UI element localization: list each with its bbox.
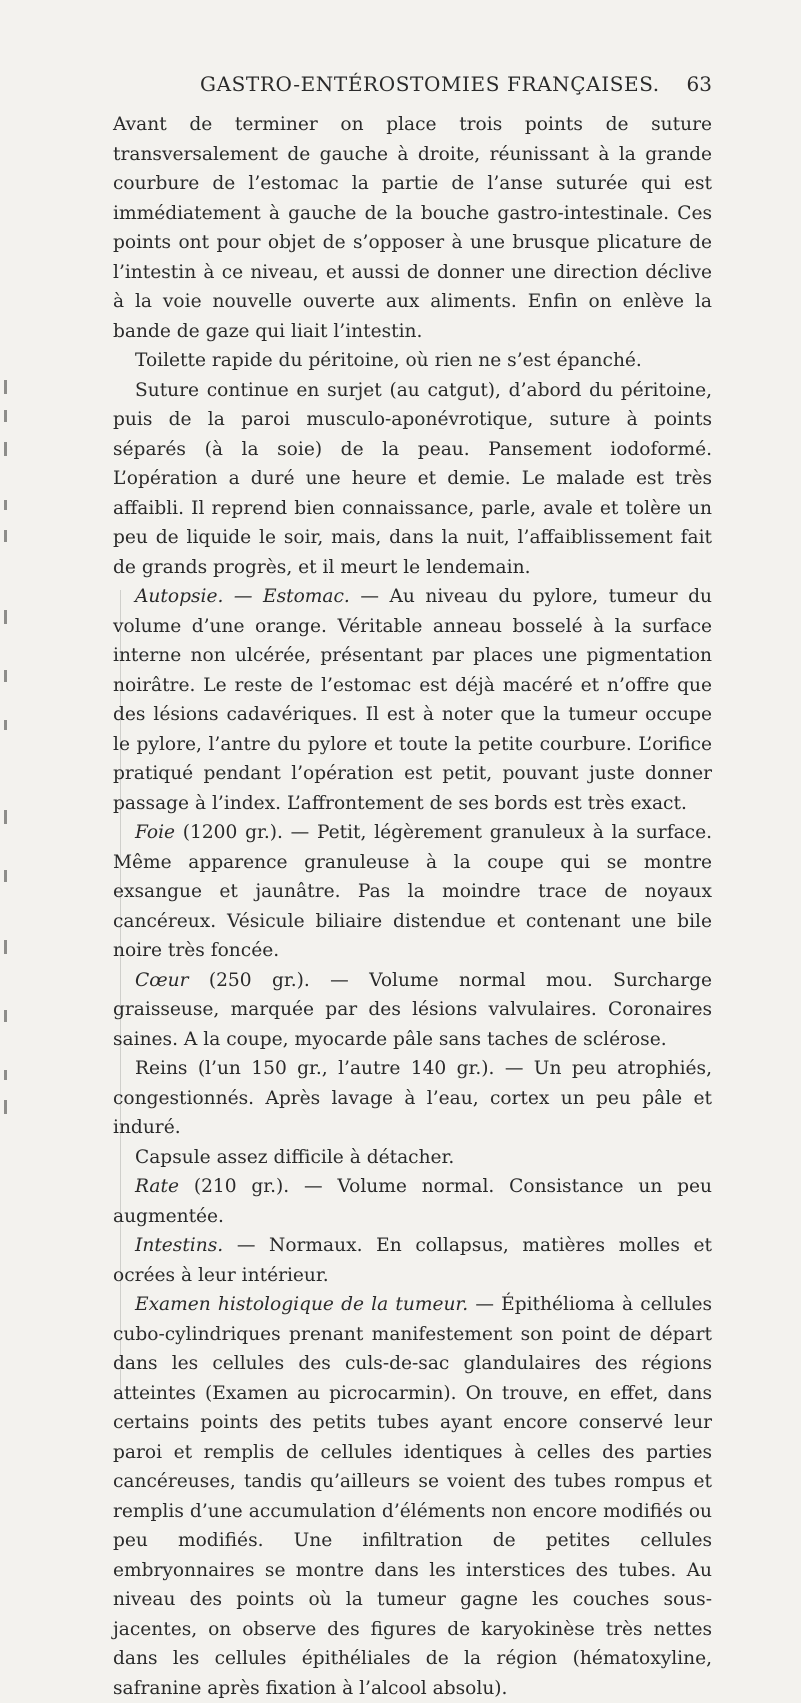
liver-label: Foie	[135, 822, 176, 843]
liver-text: (1200 gr.). — Petit, légèrement granuleux à la surface. Même apparence granuleuse à la coupe qui se montre exsangue et jaunâtre. Pas la moindre trace de noyaux cancéreux. Vésicule biliaire distendue et contenant une bile noire très foncée.	[113, 822, 712, 961]
edge-mark	[4, 500, 7, 510]
edge-mark	[4, 530, 7, 542]
edge-mark	[4, 610, 7, 624]
autopsy-stomach-text: — Au niveau du pylore, tumeur du volume d’une orange. Véritable anneau bosselé à la surface interne non ulcérée, présentant par places une pigmentation noirâtre. Le reste de l’estomac est déjà macéré et n’offre que des lésions cadavériques. Il est à noter que la tumeur occupe le pylore, l’antre du pylore et toute la petite courbure. L’orifice pratiqué pendant l’opération est petit, pouvant juste donner passage à l’index. L’affrontement de ses bords est très exact.	[113, 586, 712, 814]
body-text	[113, 110, 712, 1703]
page-number: 63	[686, 72, 712, 96]
edge-mark	[4, 810, 7, 824]
edge-mark	[4, 1070, 7, 1080]
edge-mark	[4, 720, 7, 730]
paragraph-peritoneum-cleaning: Toilette rapide du péritoine, où rien ne s’est épanché.	[135, 350, 642, 371]
spleen-label: Rate	[135, 1176, 179, 1197]
paragraph-autopsy-stomach	[113, 582, 712, 818]
histology-label: Examen histologique de la tumeur.	[135, 1294, 469, 1315]
heart-text: (250 gr.). — Volume normal mou. Surcharge graisseuse, marquée par des lésions valvulaires. Coronaires saines. A la coupe, myocarde pâle sans taches de sclérose.	[113, 969, 712, 1050]
edge-mark	[4, 870, 7, 882]
intestines-label: Intestins.	[135, 1235, 224, 1256]
heart-label: Cœur	[135, 969, 189, 991]
paragraph-spleen	[113, 1172, 712, 1231]
edge-mark	[4, 1100, 7, 1114]
edge-mark	[4, 670, 7, 682]
running-title: GASTRO-ENTÉROSTOMIES FRANÇAISES.	[200, 72, 660, 96]
running-header	[200, 72, 712, 102]
edge-mark	[4, 442, 7, 456]
paragraph-intestines	[113, 1231, 712, 1290]
paragraph-heart	[113, 966, 712, 1055]
paragraph-closure-outcome: Suture continue en surjet (au catgut), d’abord du péritoine, puis de la paroi musculo-aponévrotique, suture à points séparés (à la soie) de la peau. Pansement iodoformé. L’opération a duré une heure et demie. Le malade est très affaibli. Il reprend bien connaissance, parle, avale et tolère un peu de liquide le soir, mais, dans la nuit, l’affaiblissement fait de grands progrès, et il meurt le lendemain.	[113, 379, 712, 578]
paragraph-suture-placement: Avant de terminer on place trois points de suture transversalement de gauche à droite, réunissant à la grande courbure de l’estomac la partie de l’anse suturée qui est immédiatement à gauche de la bouche gastro-intestinale. Ces points ont pour objet de s’opposer à une brusque plicature de l’intestin à ce niveau, et aussi de donner une direction déclive à la voie nouvelle ouverte aux aliments. Enfin on enlève la bande de gaze qui liait l’intestin.	[113, 114, 712, 342]
spleen-text: (210 gr.). — Volume normal. Consistance un peu augmentée.	[113, 1176, 712, 1227]
paragraph-histology	[113, 1290, 712, 1703]
intestines-text: — Normaux. En collapsus, matières molles et ocrées à leur intérieur.	[113, 1235, 712, 1286]
binding-edge-marks	[0, 380, 14, 1340]
paragraph-liver	[113, 818, 712, 966]
edge-mark	[4, 380, 7, 394]
autopsy-stomach-label: Autopsie. — Estomac.	[135, 586, 350, 607]
edge-mark	[4, 410, 7, 422]
histology-text: — Épithélioma à cellules cubo-cylindriques prenant manifestement son point de départ dans les cellules des culs-de-sac glandulaires des régions atteintes (Examen au picrocarmin). On trouve, en effet, dans certains points des petits tubes ayant encore conservé leur paroi et remplis de cellules identiques à celles des parties cancéreuses, tandis qu’ailleurs se voient des tubes rompus et remplis d’une accumulation d’éléments non encore modifiés ou peu modifiés. Une infiltration de petites cellules embryonnaires se montre dans les interstices des tubes. Au niveau des points où la tumeur gagne les couches sous-jacentes, on observe des figures de karyokinèse très nettes dans les cellules épithéliales de la région (hématoxyline, safranine après fixation à l’alcool absolu).	[113, 1294, 712, 1699]
paragraph-capsule: Capsule assez difficile à détacher.	[135, 1146, 455, 1168]
edge-mark	[4, 1010, 7, 1022]
edge-mark	[4, 940, 7, 954]
paragraph-kidneys: Reins (l’un 150 gr., l’autre 140 gr.). — Un peu atrophiés, congestionnés. Après lavage à l’eau, cortex un peu pâle et induré.	[113, 1058, 712, 1138]
